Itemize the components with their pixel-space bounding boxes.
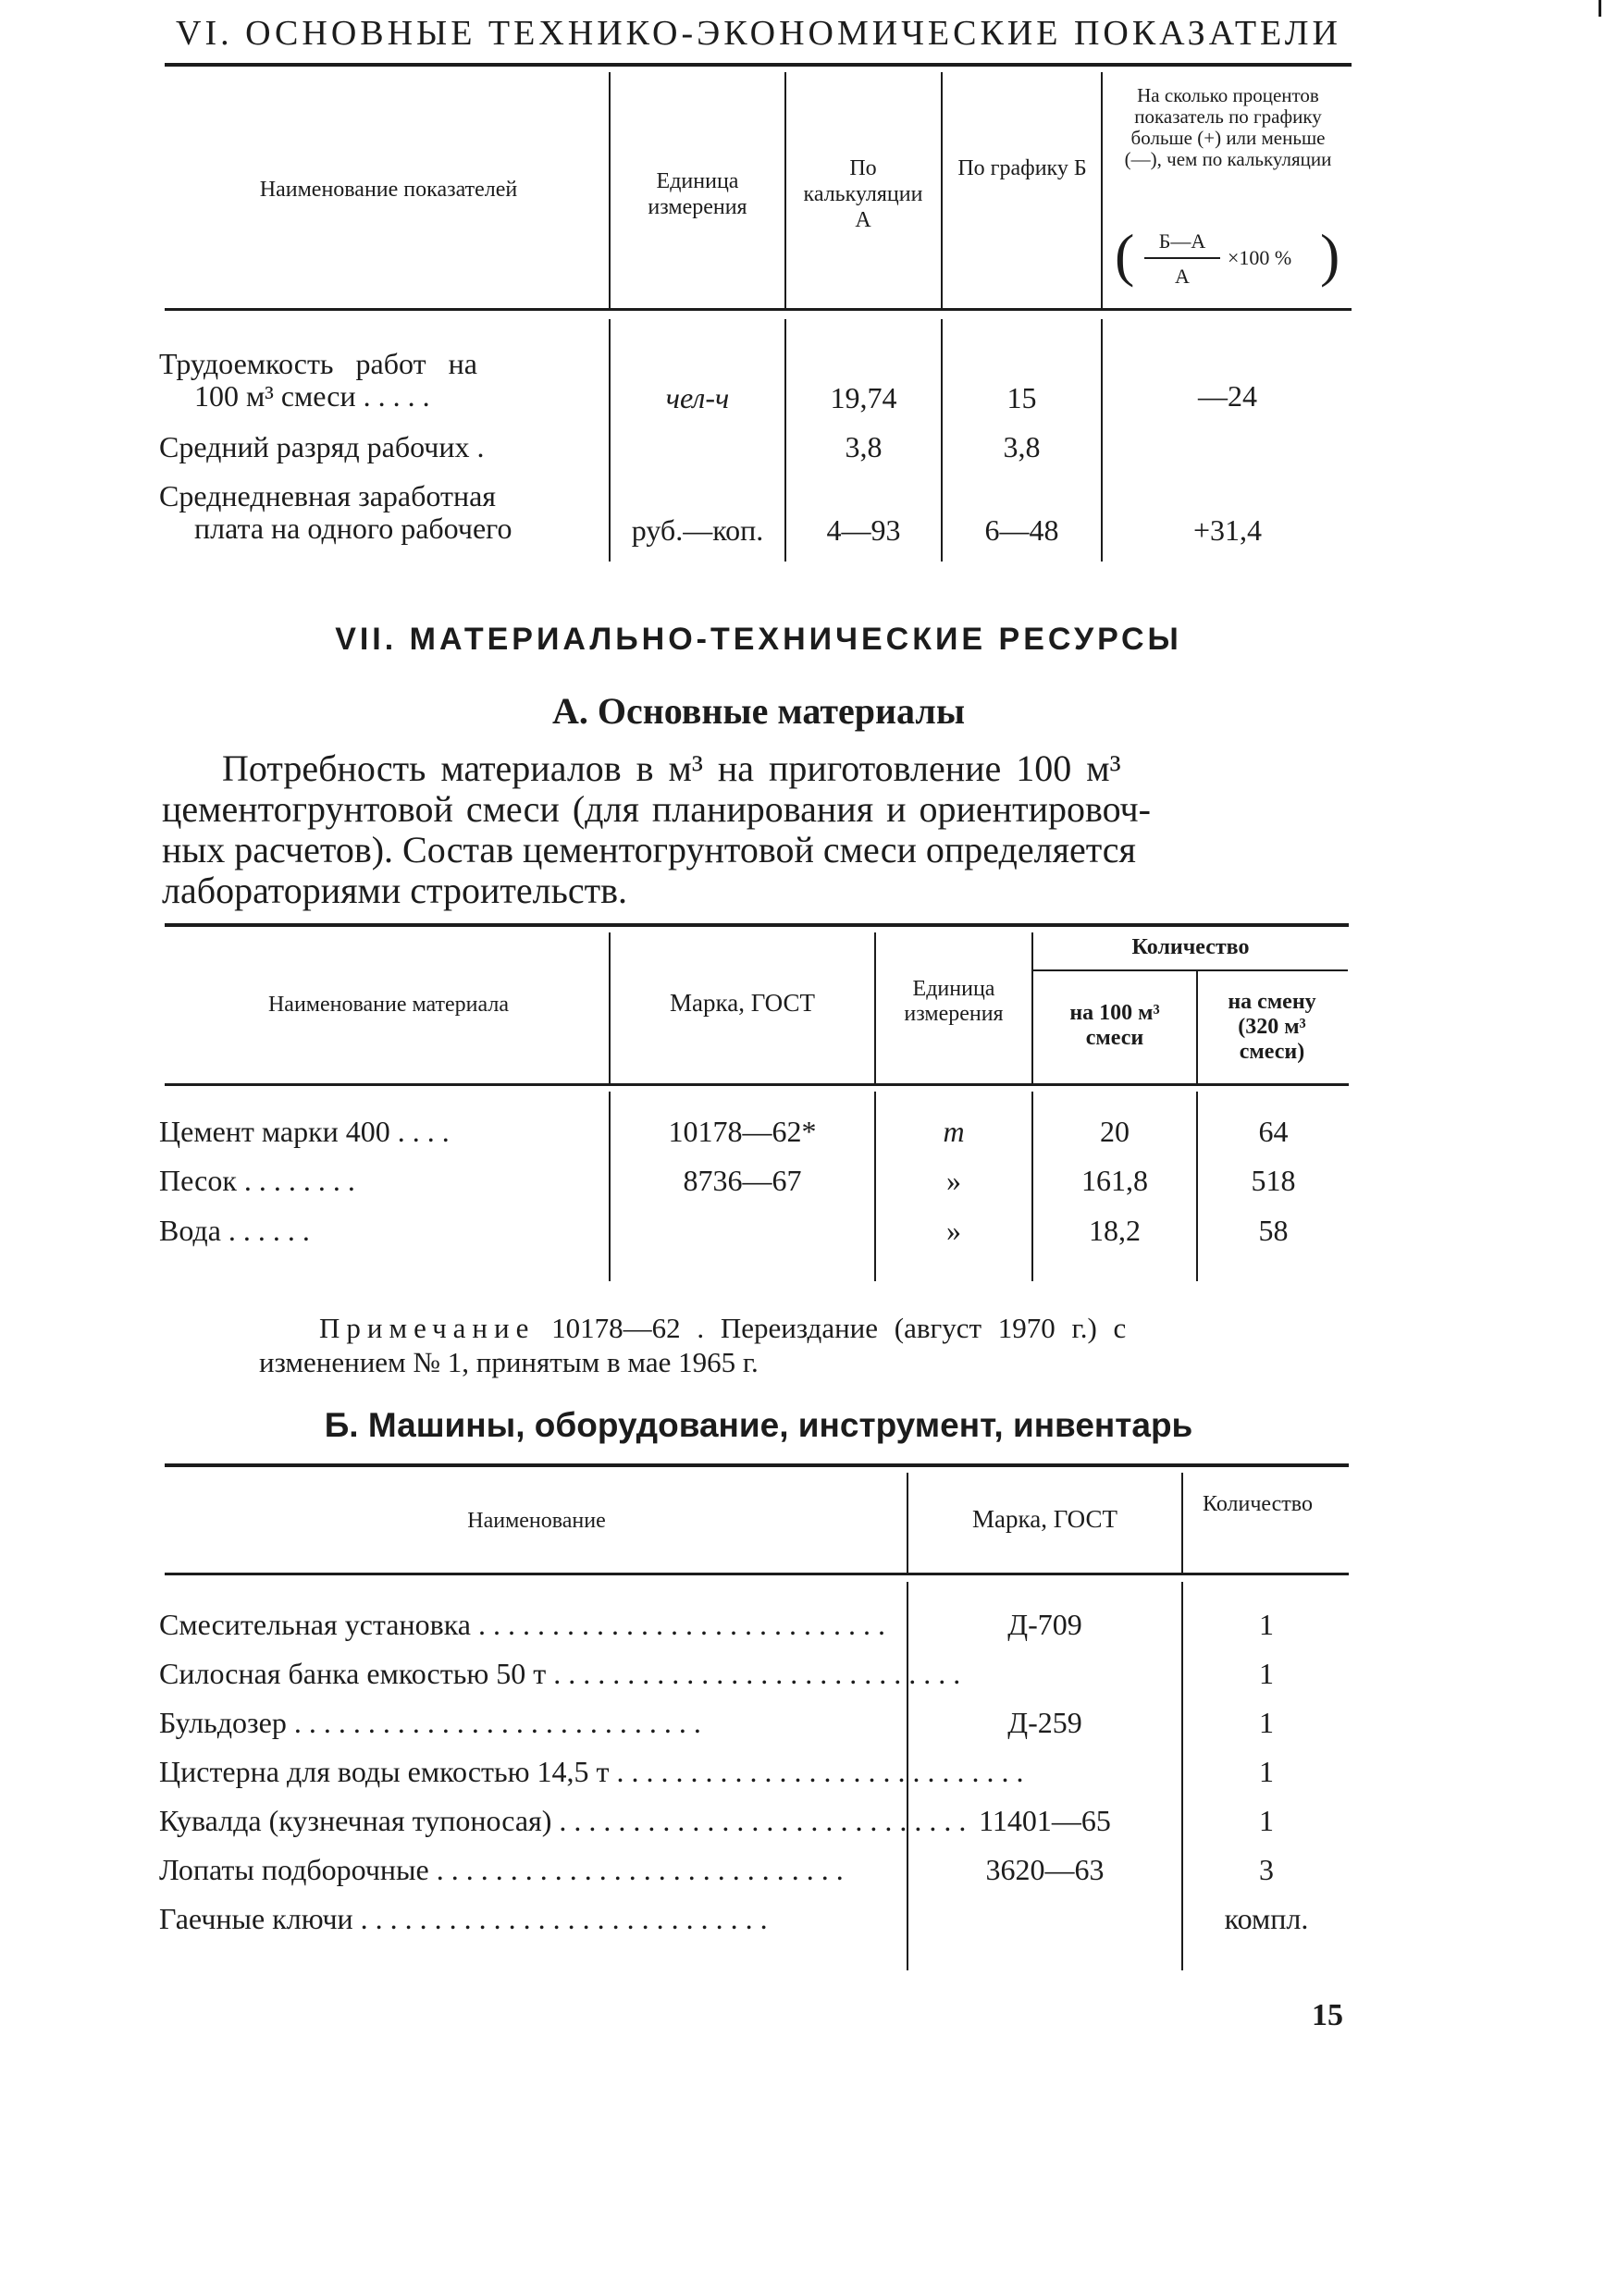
table-1-header-calc: По калькуляции А xyxy=(803,156,923,232)
leader-dots: . . . . . . . . . . . . . . . . . . . . . . . . . . . . xyxy=(286,1706,701,1739)
table-3-row-3-quantity: 1 xyxy=(1259,1706,1274,1739)
table-2-header-unit: Единица измерения xyxy=(904,977,1004,1026)
leader-dots: . . . . . . . . . . . . . . . . . . . . . . . . . . . . xyxy=(546,1657,961,1690)
table-2-row-2-per-100: 161,8 xyxy=(1081,1164,1148,1197)
table-3-row-1-quantity: 1 xyxy=(1259,1608,1274,1641)
subsection-b-title: Б. Машины, оборудование, инструмент, инвентарь xyxy=(324,1406,1193,1444)
table-1-formula xyxy=(1115,222,1346,294)
table-1-divider xyxy=(609,72,611,308)
note-label: Примечание xyxy=(319,1312,536,1344)
materials-paragraph-line-4: лабораториями строительств. xyxy=(162,870,627,911)
table-3-row-5-mark: 11401—65 xyxy=(979,1804,1111,1837)
table-1-row-1-diff: —24 xyxy=(1198,379,1257,413)
table-1-divider xyxy=(784,72,786,308)
table-2-header-rule xyxy=(165,1083,1349,1086)
leader-dots: . . . . xyxy=(389,1115,450,1148)
formula-bar xyxy=(1144,257,1220,259)
note-line-2: изменением № 1, принятым в мае 1965 г. xyxy=(259,1346,759,1378)
table-2-row-3-name xyxy=(159,1214,603,1248)
table-2-header-per-shift: на смену (320 м³ смеси) xyxy=(1228,990,1316,1064)
table-3-row-4-name xyxy=(159,1755,1024,1789)
table-2-divider xyxy=(1196,971,1198,1083)
table-1-row-1-name-line-2 xyxy=(194,379,601,414)
table-2-row-1-unit: т xyxy=(943,1115,965,1148)
table-1-row-2-graph: 3,8 xyxy=(1003,430,1041,463)
formula-numerator: Б—А xyxy=(1158,229,1206,253)
table-1-header-graph: По графику Б xyxy=(957,156,1087,180)
table-2-header-quantity: Количество xyxy=(1131,935,1250,959)
table-1-row-3-name-line-1: Среднедневная заработная xyxy=(159,479,497,512)
page-number: 15 xyxy=(1312,1998,1343,2032)
leader-dots: . . . . . . . . . . . . . . . . . . . . . . . . . . . . xyxy=(551,1804,967,1837)
subsection-a-title: А. Основные материалы xyxy=(551,690,966,732)
table-1-row-1-name-text: 100 м³ смеси xyxy=(194,379,356,413)
table-2-row-3-unit: » xyxy=(946,1214,961,1247)
table-1-row-3-calc: 4—93 xyxy=(826,513,901,547)
table-3-row-4-quantity: 1 xyxy=(1259,1755,1274,1788)
table-1-header-diff: На сколько процентов показатель по графику больше (+) или меньше (—), чем по калькуляции xyxy=(1124,84,1332,170)
leader-dots: . . . . . . . . . . . . . . . . . . . . . . . . . . . . xyxy=(352,1902,768,1935)
table-1-row-2-name xyxy=(159,430,603,464)
table-3-row-6-mark: 3620—63 xyxy=(985,1853,1105,1886)
table-1-header-name: Наименование показателей xyxy=(259,178,518,202)
table-3-header-name: Наименование xyxy=(467,1509,606,1533)
table-2-header-mark: Марка, ГОСТ xyxy=(670,989,815,1017)
formula-left-paren: ( xyxy=(1115,222,1135,288)
table-3-header-quantity: Количество xyxy=(1203,1492,1313,1516)
table-1-row-3-diff: +31,4 xyxy=(1192,513,1263,547)
table-2-header-name: Наименование материала xyxy=(267,993,510,1017)
table-3-header-rule xyxy=(165,1573,1349,1575)
table-2-row-2-mark: 8736—67 xyxy=(683,1164,802,1197)
note-text-1: 10178—62 . Переиздание (август 1970 г.) с xyxy=(535,1312,1127,1344)
table-3-row-5-name xyxy=(159,1804,967,1838)
table-2-row-1-name xyxy=(159,1115,603,1149)
table-3-row-1-name xyxy=(159,1608,899,1642)
formula-right-paren: ) xyxy=(1320,222,1340,288)
table-1-row-3-graph: 6—48 xyxy=(984,513,1059,547)
table-1-header-rule xyxy=(165,308,1352,311)
leader-dots: . . . . . xyxy=(355,379,430,413)
table-1-row-1-unit: чел-ч xyxy=(665,381,730,414)
table-1-row-3-name-line-2: плата на одного рабочего xyxy=(194,512,512,545)
table-3-row-3-name xyxy=(159,1706,899,1740)
table-3-top-rule xyxy=(165,1463,1349,1467)
table-2-top-rule xyxy=(165,923,1349,927)
table-3-row-2-name-text: Силосная банка емкостью 50 т xyxy=(159,1657,547,1690)
table-1-row-2-name-text: Средний разряд рабочих xyxy=(159,430,470,463)
table-3-row-2-quantity: 1 xyxy=(1259,1657,1274,1690)
formula-multiplier: ×100 % xyxy=(1228,246,1292,269)
table-2-row-1-per-100: 20 xyxy=(1100,1115,1130,1148)
table-3-header-mark: Марка, ГОСТ xyxy=(972,1505,1117,1533)
leader-dots: . . . . . . . . . . . . . . . . . . . . . . . . . . . . xyxy=(471,1608,885,1641)
table-3-divider xyxy=(1181,1473,1183,1573)
leader-dots: . . . . . . . . . . . . . . . . . . . . . . . . . . . . xyxy=(609,1755,1024,1788)
table-2-row-3-per-shift: 58 xyxy=(1258,1214,1289,1247)
table-2-row-2-name xyxy=(159,1164,603,1198)
formula-denominator: А xyxy=(1175,265,1190,288)
table-2-row-2-per-shift: 518 xyxy=(1251,1164,1296,1197)
table-3-row-7-quantity: компл. xyxy=(1224,1902,1309,1935)
table-2-header-per-100: на 100 м³ смеси xyxy=(1069,1001,1160,1050)
table-1-row-1-graph: 15 xyxy=(1006,381,1037,414)
table-1-header-unit: Единица измерения xyxy=(648,169,747,219)
table-3-row-1-name-text: Смесительная установка xyxy=(159,1608,471,1641)
table-1-row-3-unit: руб.—коп. xyxy=(631,513,764,547)
table-1-row-1-name-line-1: Трудоемкость работ на xyxy=(159,347,477,380)
table-3-row-4-name-text: Цистерна для воды емкостью 14,5 т xyxy=(159,1755,610,1788)
materials-paragraph-line-3: ных расчетов). Состав цементогрунтовой смеси определяется xyxy=(162,829,1136,870)
leader-dots: . . . . . . . . xyxy=(236,1164,355,1197)
section-7-title: VII. МАТЕРИАЛЬНО-ТЕХНИЧЕСКИЕ РЕСУРСЫ xyxy=(335,622,1182,657)
table-3-row-5-name-text: Кувалда (кузнечная тупоносая) xyxy=(159,1804,552,1837)
leader-dots: . . . . . . . . . . . . . . . . . . . . . . . . . . . . xyxy=(428,1853,844,1886)
table-2-row-1-per-shift: 64 xyxy=(1258,1115,1289,1148)
scan-mark xyxy=(1599,0,1601,17)
table-3-row-3-mark: Д-259 xyxy=(1007,1706,1082,1739)
table-1-divider xyxy=(941,72,943,308)
table-3-row-6-name-text: Лопаты подборочные xyxy=(159,1853,429,1886)
table-3-row-6-name xyxy=(159,1853,899,1887)
table-1-divider xyxy=(1101,72,1103,308)
table-3-row-5-quantity: 1 xyxy=(1259,1804,1274,1837)
materials-paragraph-line-2: цементогрунтовой смеси (для планирования и ориентировоч- xyxy=(162,788,1151,830)
table-2-row-2-unit: » xyxy=(946,1164,961,1197)
table-3-row-1-mark: Д-709 xyxy=(1007,1608,1082,1641)
materials-paragraph-line-1: Потребность материалов в м³ на приготовление 100 м³ xyxy=(222,747,1121,789)
table-1-row-1-calc: 19,74 xyxy=(830,381,897,414)
table-2-row-3-name-text: Вода xyxy=(159,1214,221,1247)
section-6-title: VI. ОСНОВНЫЕ ТЕХНИКО-ЭКОНОМИЧЕСКИЕ ПОКАЗАТЕЛИ xyxy=(176,14,1341,53)
table-3-row-7-name-text: Гаечные ключи xyxy=(159,1902,353,1935)
table-2-row-1-mark: 10178—62* xyxy=(668,1115,817,1148)
table-3-row-7-name xyxy=(159,1902,899,1936)
table-2-row-2-name-text: Песок xyxy=(159,1164,237,1197)
table-1-top-rule xyxy=(165,63,1352,67)
table-3-row-6-quantity: 3 xyxy=(1259,1853,1274,1886)
table-3-row-3-name-text: Бульдозер xyxy=(159,1706,287,1739)
leader-dots: . xyxy=(469,430,485,463)
leader-dots: . . . . . . xyxy=(220,1214,310,1247)
table-2-quantity-rule xyxy=(1033,969,1348,971)
table-2-row-1-name-text: Цемент марки 400 xyxy=(159,1115,390,1148)
table-2-row-3-per-100: 18,2 xyxy=(1089,1214,1141,1247)
table-1-row-2-calc: 3,8 xyxy=(845,430,883,463)
note-line-1 xyxy=(319,1312,1126,1345)
table-3-row-2-name xyxy=(159,1657,961,1691)
